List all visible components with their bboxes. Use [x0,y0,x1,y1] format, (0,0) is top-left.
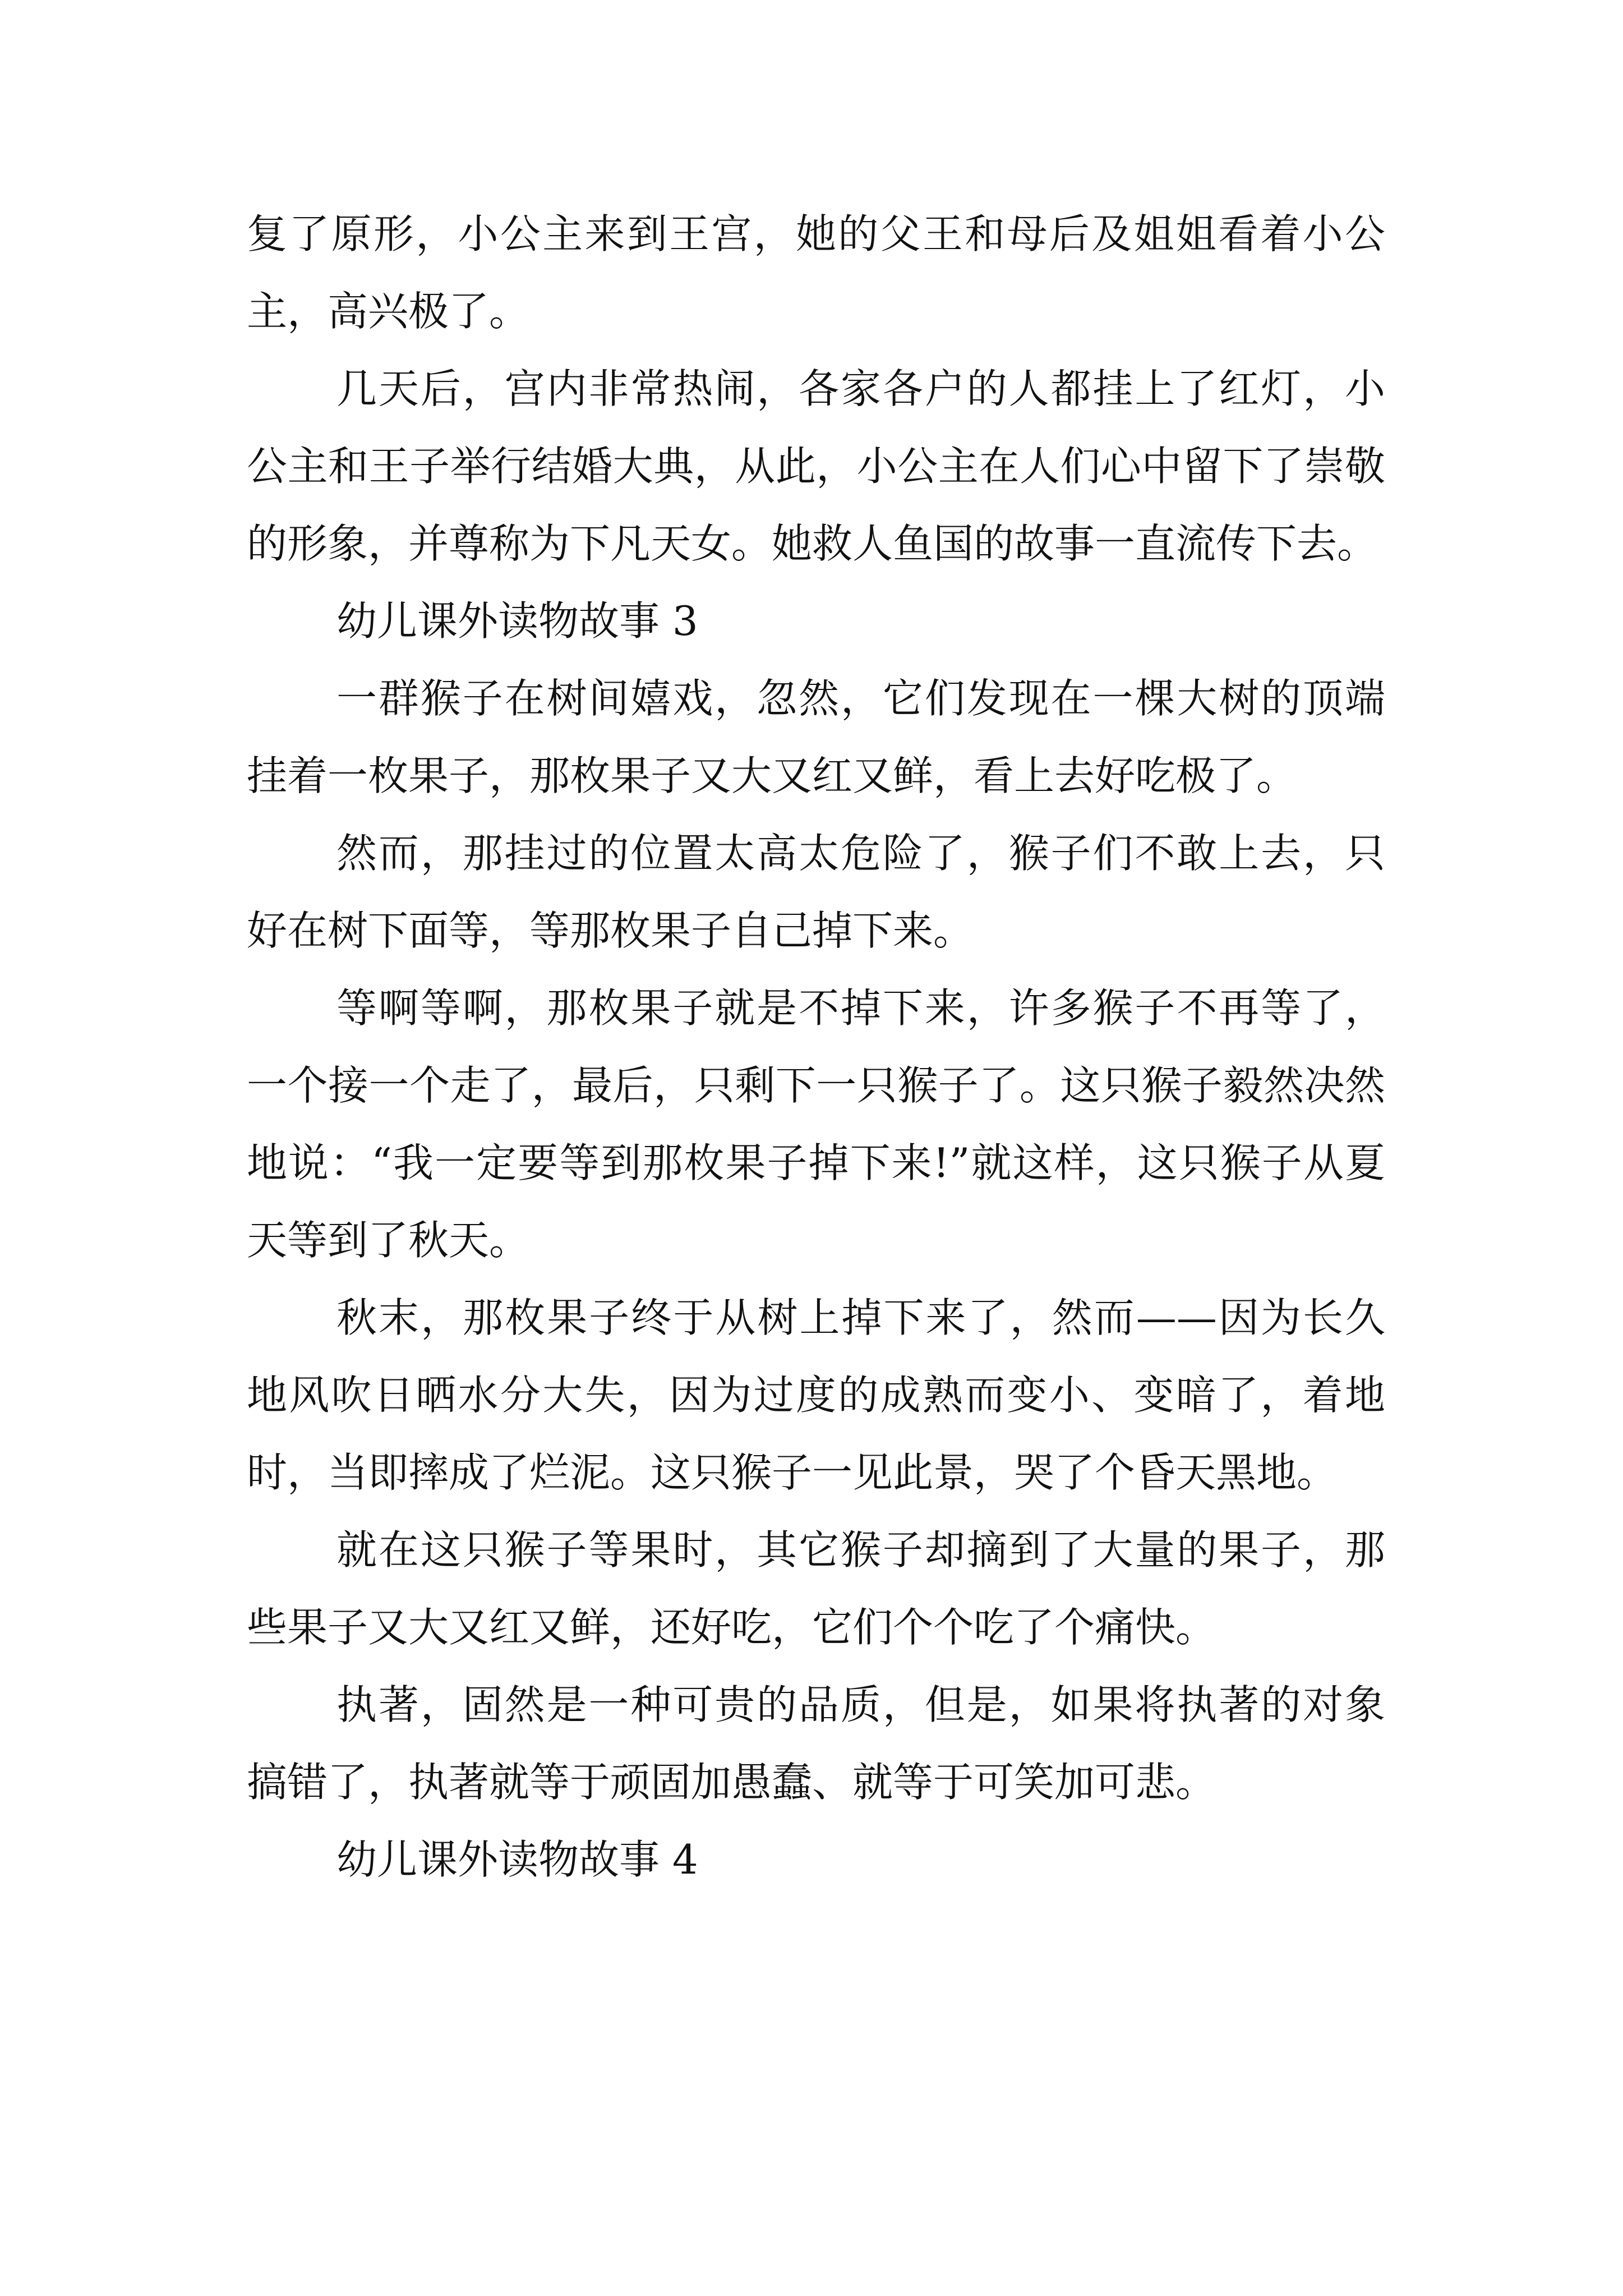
section-heading: 幼儿课外读物故事 4 [336,1836,698,1883]
section-heading: 幼儿课外读物故事 3 [336,597,698,645]
paragraph: 执著，固然是一种可贵的品质，但是，如果将执著的对象搞错了，执著就等于顽固加愚蠢、就等于可笑加可悲。 [247,1681,1385,1806]
paragraph: 然而，那挂过的位置太高太危险了，猴子们不敢上去，只好在树下面等，等那枚果子自己掉下来。 [247,830,1385,954]
paragraph: 几天后，宫内非常热闹，各家各户的人都挂上了红灯，小公主和王子举行结婚大典，从此，小公主在人们心中留下了崇敬的形象，并尊称为下凡天女。她救人鱼国的故事一直流传下去。 [247,365,1385,567]
paragraph: 一群猴子在树间嬉戏，忽然，它们发现在一棵大树的顶端挂着一枚果子，那枚果子又大又红又鲜，看上去好吃极了。 [247,675,1385,799]
paragraph: 等啊等啊，那枚果子就是不掉下来，许多猴子不再等了，一个接一个走了，最后，只剩下一只猴子了。这只猴子毅然决然地说：“我一定要等到那枚果子掉下来!”就这样，这只猴子从夏天等到了秋天。 [247,984,1385,1264]
paragraph: 秋末，那枚果子终于从树上掉下来了，然而——因为长久地风吹日晒水分大失，因为过度的成熟而变小、变暗了，着地时，当即摔成了烂泥。这只猴子一见此景，哭了个昏天黑地。 [247,1294,1385,1496]
paragraph: 复了原形，小公主来到王宫，她的父王和母后及姐姐看着小公主，高兴极了。 [247,210,1385,335]
paragraph: 就在这只猴子等果时，其它猴子却摘到了大量的果子，那些果子又大又红又鲜，还好吃，它们个个吃了个痛快。 [247,1526,1385,1651]
document-body [247,195,1385,1898]
